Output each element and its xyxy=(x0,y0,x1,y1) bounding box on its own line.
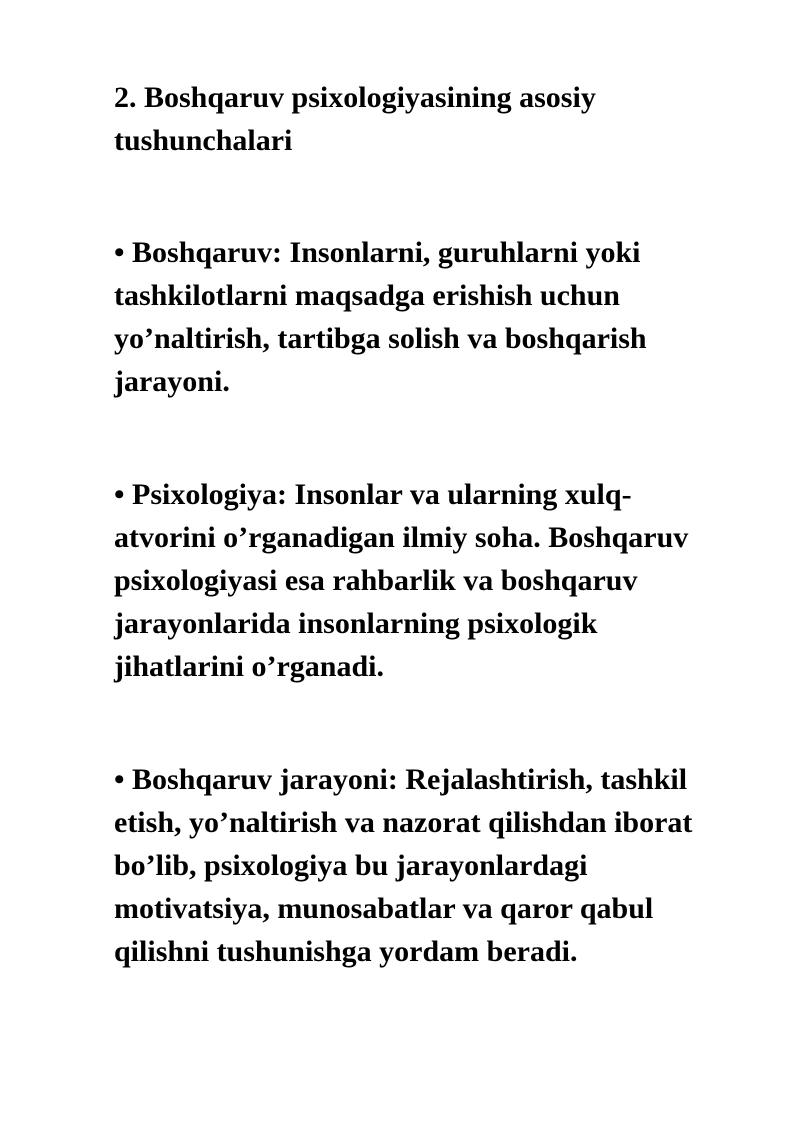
bullet-item-boshqaruv xyxy=(114,231,764,403)
bullet-line: yo’naltirish, tartibga solish va boshqarish xyxy=(114,322,647,355)
bullet-line: • Boshqaruv: Insonlarni, guruhlarni yoki xyxy=(114,236,641,269)
bullet-line: • Boshqaruv jarayoni: Rejalashtirish, tashkil xyxy=(114,763,688,796)
bullet-line: jihatlarini o’rganadi. xyxy=(114,650,385,683)
bullet-line: bo’lib, psixologiya bu jarayonlardagi xyxy=(114,849,588,882)
bullet-line: jarayoni. xyxy=(114,365,230,398)
bullet-line: tashkilotlarni maqsadga erishish uchun xyxy=(114,279,620,312)
bullet-line: • Psixologiya: Insonlar va ularning xulq- xyxy=(114,478,632,511)
bullet-item-boshqaruv-jarayoni xyxy=(114,758,764,973)
bullet-line: jarayonlarida insonlarning psixologik xyxy=(114,607,598,640)
section-heading xyxy=(114,76,764,162)
bullet-line: motivatsiya, munosabatlar va qaror qabul xyxy=(114,892,654,925)
heading-line: 2. Boshqaruv psixologiyasining asosiy xyxy=(114,81,596,114)
bullet-line: atvorini o’rganadigan ilmiy soha. Boshqaruv xyxy=(114,521,689,554)
bullet-item-psixologiya xyxy=(114,473,764,688)
bullet-line: etish, yo’naltirish va nazorat qilishdan iborat xyxy=(114,806,693,839)
bullet-line: qilishni tushunishga yordam beradi. xyxy=(114,935,578,968)
bullet-line: psixologiyasi esa rahbarlik va boshqaruv xyxy=(114,564,638,597)
heading-line: tushunchalari xyxy=(114,124,293,157)
